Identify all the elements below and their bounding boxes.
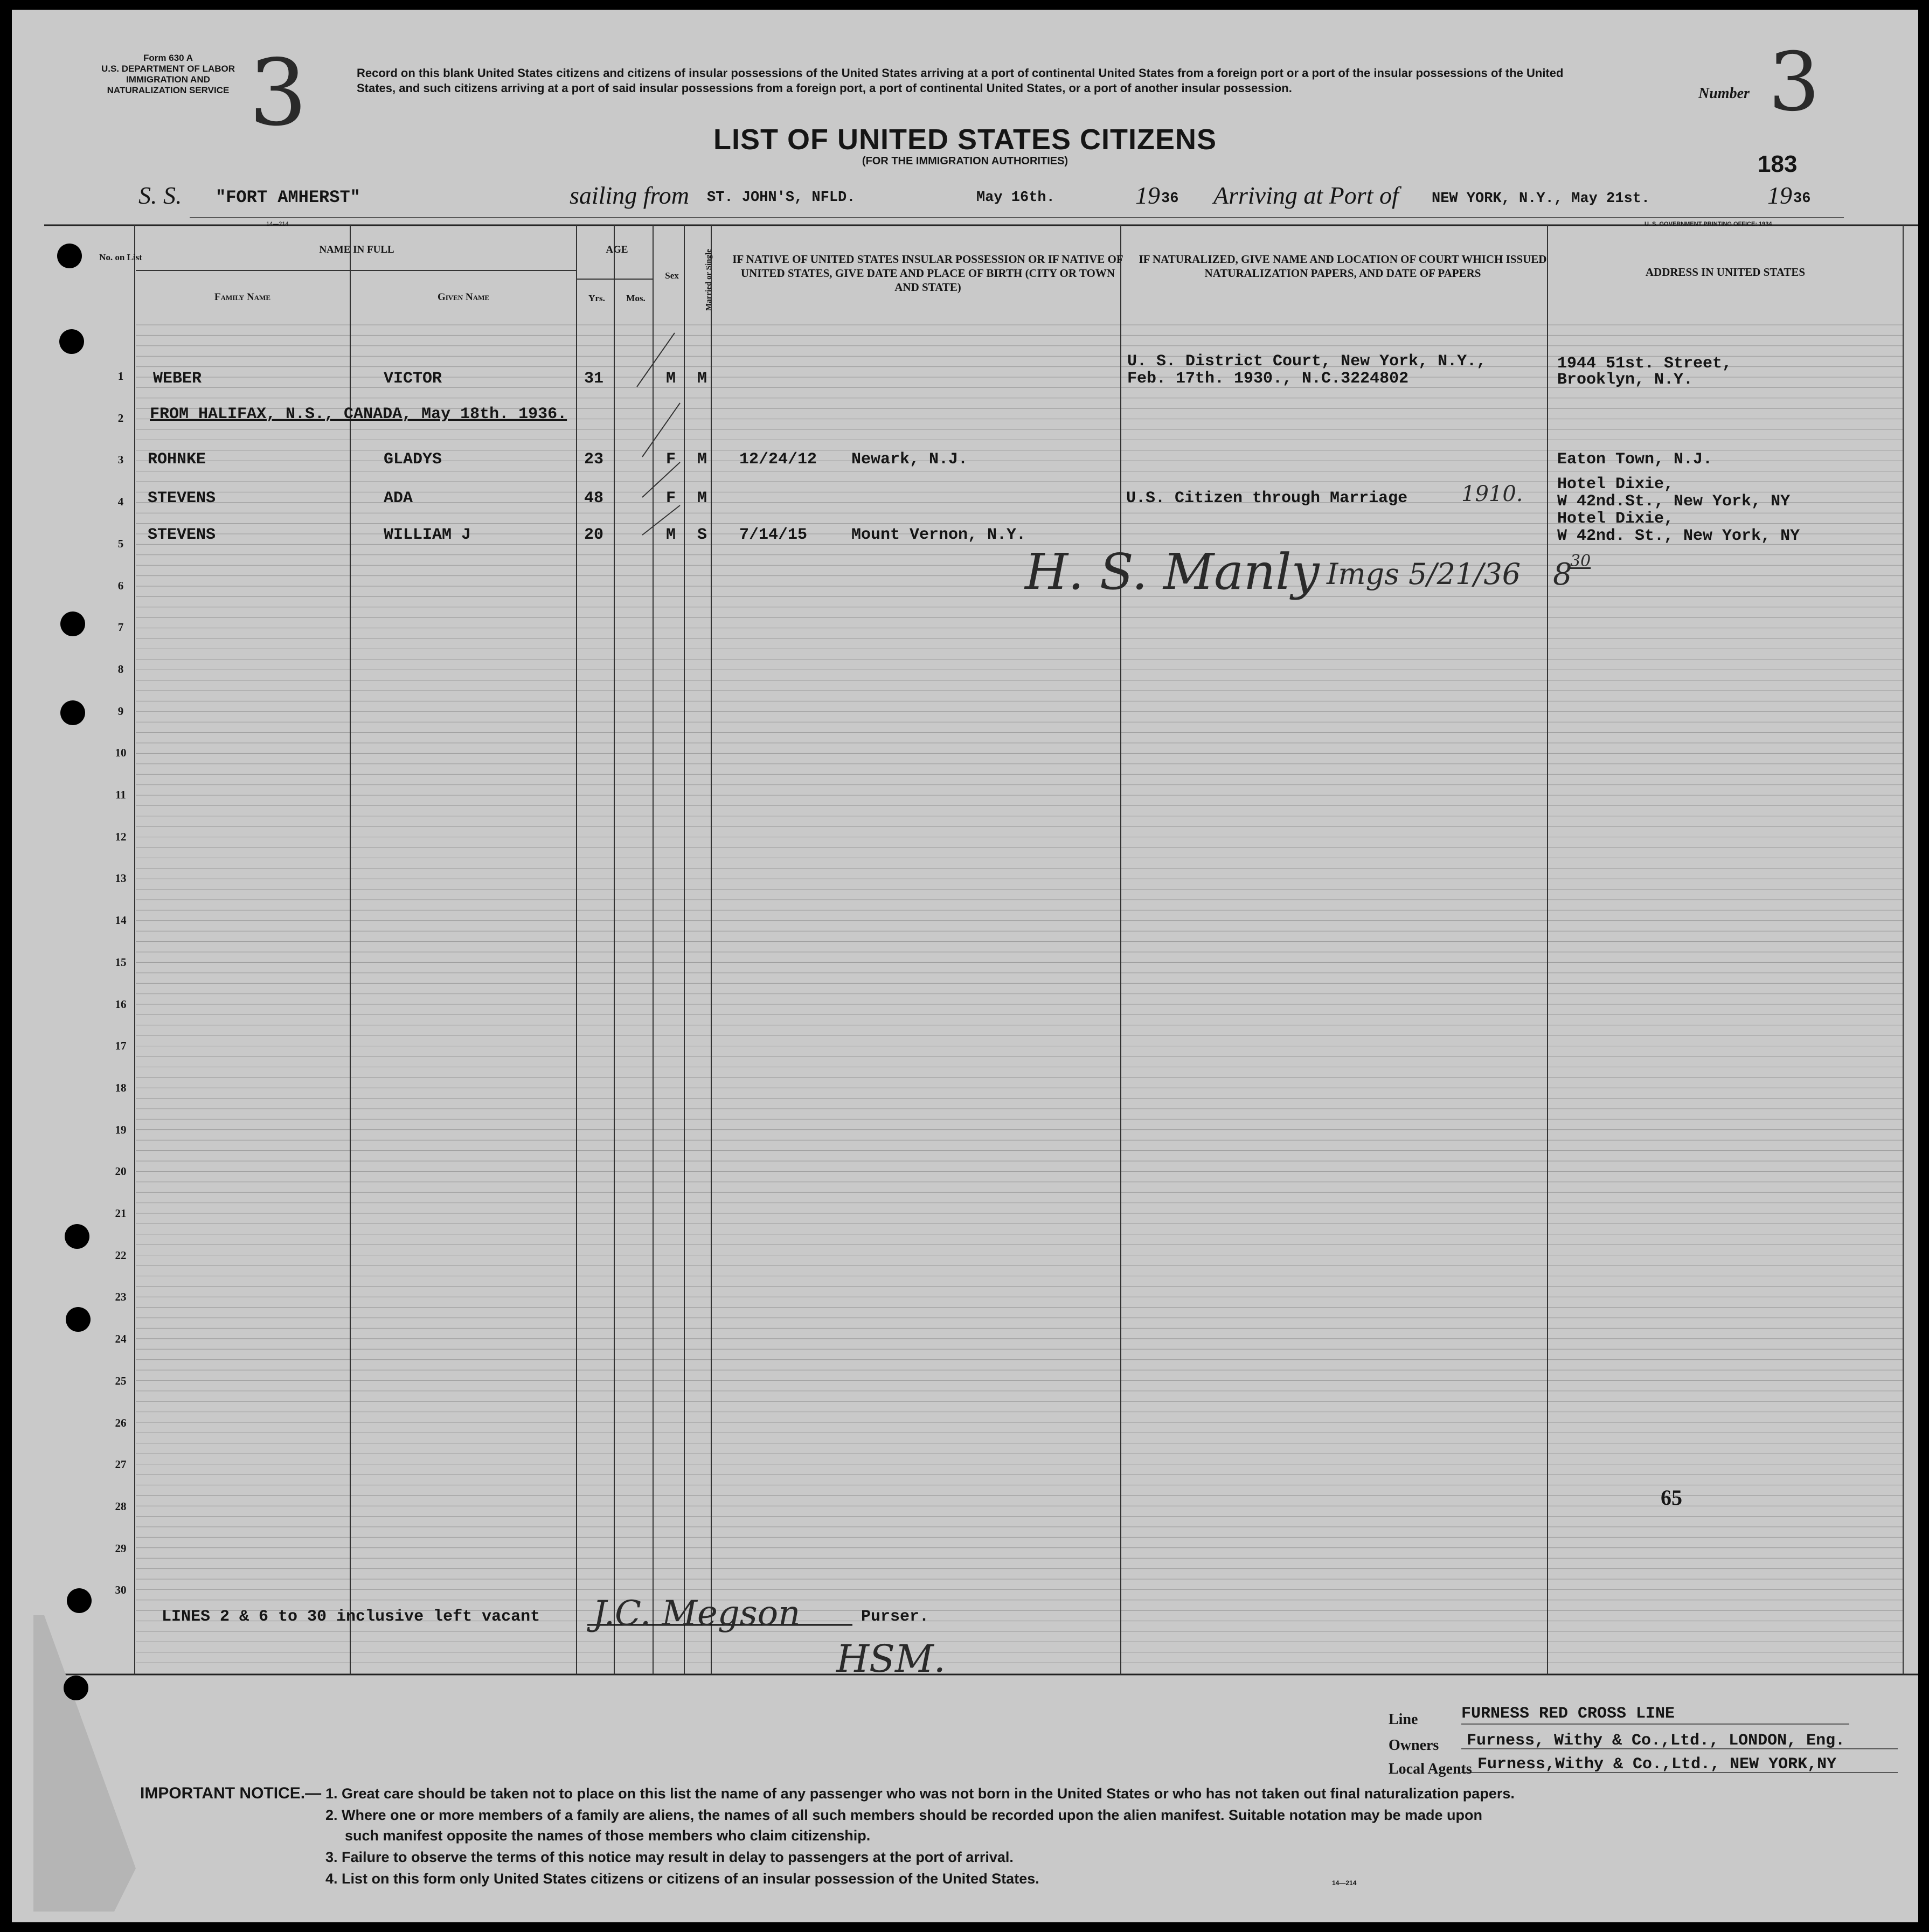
header-married: Married or Single (704, 249, 713, 311)
marital-status: S (697, 526, 707, 544)
page-fold (33, 1615, 136, 1912)
birth-date: 7/14/15 (739, 526, 808, 544)
ditto-mark (642, 403, 680, 457)
notice-1: 1. Great care should be taken not to place on this list the name of any passenger who was not born in the United States or who has not taken out final naturalization papers. (325, 1785, 1515, 1802)
punch-hole (57, 244, 82, 268)
handwritten-initials: HSM. (836, 1637, 946, 1681)
header-name-in-full: NAME IN FULL (319, 244, 394, 255)
sailing-label: sailing from (570, 182, 689, 209)
row-number: 10 (115, 746, 127, 759)
sex: F (666, 489, 676, 508)
given-name: WILLIAM J (384, 526, 471, 544)
row-number: 18 (115, 1081, 127, 1094)
route-note: FROM HALIFAX, N.S., CANADA, May 18th. 1936. (150, 405, 567, 423)
sex: M (666, 526, 676, 544)
department-line-3: NATURALIZATION SERVICE (107, 85, 230, 95)
year-prefix-2: 19 (1767, 182, 1792, 209)
row-number: 6 (117, 579, 124, 592)
punch-hole (65, 1224, 89, 1249)
header-family-name: Family Name (214, 291, 270, 303)
notice-2-continued: such manifest opposite the names of those members who claim citizenship. (345, 1827, 871, 1844)
line-value: FURNESS RED CROSS LINE (1461, 1705, 1675, 1723)
age: 48 (584, 489, 604, 508)
family-name: WEBER (153, 370, 202, 388)
row-number: 12 (115, 830, 127, 843)
address-line-2: W 42nd.St., New York, NY (1557, 492, 1791, 511)
row-number: 1 (117, 370, 124, 383)
header-address: ADDRESS IN UNITED STATES (1645, 266, 1806, 279)
department: U.S. DEPARTMENT OF LABOR (101, 64, 235, 74)
arriving-label: Arriving at Port of (1213, 182, 1399, 209)
sex: M (666, 370, 676, 388)
given-name: ADA (384, 489, 413, 508)
page-count: 65 (1661, 1485, 1682, 1510)
header-age: AGE (606, 244, 628, 255)
row-number: 23 (115, 1290, 127, 1303)
age: 31 (584, 370, 604, 388)
agents-label: Local Agents (1389, 1761, 1472, 1777)
time-minutes: 30 (1570, 552, 1591, 571)
row-number: 5 (117, 537, 124, 550)
row-number: 22 (115, 1249, 127, 1262)
page-stamp: 183 (1758, 151, 1798, 177)
header-yrs: Yrs. (588, 293, 605, 303)
header-native: IF NATIVE OF UNITED STATES INSULAR POSSESSION OR IF NATIVE OF UNITED STATES, GIVE DATE AND PLACE OF BIRTH (CITY OR TOWN AND STATE) (732, 253, 1123, 294)
department-line-2: IMMIGRATION AND (126, 74, 210, 85)
row-number: 29 (115, 1542, 127, 1555)
year-suffix-1: 36 (1161, 191, 1179, 207)
purser-label: Purser. (861, 1608, 929, 1626)
row-number: 26 (115, 1416, 127, 1429)
punch-hole (59, 329, 84, 354)
date-from: May 16th. (976, 190, 1055, 206)
form-sheet (12, 10, 1918, 1922)
marital-status: M (697, 489, 707, 508)
address-line-2: Brooklyn, N.Y. (1557, 371, 1694, 389)
row-number: 20 (115, 1165, 127, 1178)
notice-4: 4. List on this form only United States citizens or citizens of an insular possession of the United States. (325, 1871, 1039, 1887)
row-number: 24 (115, 1332, 127, 1345)
header-sex: Sex (665, 270, 679, 281)
family-name: STEVENS (148, 489, 216, 508)
sex: F (666, 450, 676, 469)
year-prefix-1: 19 (1135, 182, 1160, 209)
time-hour: 8 (1553, 557, 1572, 592)
number-label: Number (1698, 85, 1750, 102)
address-line-1: Hotel Dixie, (1557, 475, 1674, 494)
age: 23 (584, 450, 604, 469)
port-from: ST. JOHN'S, NFLD. (707, 190, 856, 206)
handwritten-number-left: 3 (249, 40, 308, 147)
naturalization-court: U. S. District Court, New York, N.Y., (1127, 352, 1487, 371)
header-no: No. on List (99, 252, 142, 262)
handwritten-year: 1910. (1461, 482, 1523, 506)
row-number: 27 (115, 1458, 127, 1471)
age: 20 (584, 526, 604, 544)
punch-hole (67, 1588, 92, 1613)
inspector-signature: H. S. Manly (1025, 543, 1320, 601)
birth-place: Mount Vernon, N.Y. (851, 526, 1026, 544)
row-number: 13 (115, 872, 127, 885)
notice-3: 3. Failure to observe the terms of this notice may result in delay to passengers at the port of arrival. (325, 1849, 1014, 1865)
row-number: 8 (117, 663, 124, 676)
row-number: 3 (117, 453, 124, 466)
row-number: 21 (115, 1207, 127, 1220)
marital-status: M (697, 450, 707, 469)
notice-2: 2. Where one or more members of a family are aliens, the names of all such members should be recorded upon the alien manifest. Suitable notation may be made upon (325, 1807, 1483, 1823)
punch-hole (60, 611, 85, 636)
print-office: U. S. GOVERNMENT PRINTING OFFICE: 1934 (1644, 221, 1772, 227)
inspector-note: Imgs 5/21/36 (1327, 557, 1521, 591)
address-line-1: Eaton Town, N.J. (1557, 450, 1713, 469)
row-number: 15 (115, 956, 127, 969)
instructions: Record on this blank United States citizens and citizens of insular possessions of the United States arriving at a port of continental United States from a foreign port or a port of the insular possessions of the United States, and such citizens arriving at a port of said insular possessions from a foreign port, a port of continental United States, or a port of another insular possession. (357, 66, 1564, 95)
birth-date: 12/24/12 (739, 450, 817, 469)
punch-hole (60, 700, 85, 725)
line-label: Line (1389, 1711, 1418, 1728)
naturalization-date: Feb. 17th. 1930., N.C.3224802 (1127, 370, 1409, 388)
row-number: 2 (117, 412, 124, 425)
owners-value: Furness, Withy & Co.,Ltd., LONDON, Eng. (1467, 1732, 1845, 1750)
year-suffix-2: 36 (1793, 191, 1811, 207)
header-mos: Mos. (626, 293, 646, 303)
notice-label: IMPORTANT NOTICE.— (140, 1784, 322, 1802)
handwritten-number-right: 3 (1768, 36, 1820, 129)
marital-status: M (697, 370, 707, 388)
print-code-top: 14—214 (266, 221, 289, 227)
row-number: 30 (115, 1583, 127, 1596)
row-number: 11 (115, 788, 126, 801)
agents-value: Furness,Withy & Co.,Ltd., NEW YORK,NY (1477, 1755, 1837, 1774)
family-name: ROHNKE (148, 450, 206, 469)
row-number: 7 (117, 621, 124, 634)
row-number: 4 (117, 495, 124, 508)
family-name: STEVENS (148, 526, 216, 544)
owners-label: Owners (1389, 1737, 1439, 1754)
print-code-bottom: 14—214 (1332, 1879, 1357, 1887)
page-title: LIST OF UNITED STATES CITIZENS (713, 123, 1217, 156)
port-to: NEW YORK, N.Y., May 21st. (1432, 191, 1650, 207)
form-number: Form 630 A (143, 53, 193, 63)
row-number: 17 (115, 1039, 127, 1052)
given-name: VICTOR (384, 370, 442, 388)
form-id-block (95, 53, 241, 96)
row-number: 25 (115, 1374, 127, 1387)
row-number: 19 (115, 1123, 127, 1136)
row-number: 9 (117, 705, 124, 718)
address-line-2: W 42nd. St., New York, NY (1557, 527, 1800, 545)
birth-place: Newark, N.J. (851, 450, 968, 469)
purser-signature: J.C. Megson (593, 1594, 801, 1634)
punch-hole (66, 1307, 91, 1332)
address-line-1: Hotel Dixie, (1557, 510, 1674, 528)
header-given-name: Given Name (437, 291, 490, 303)
row-number: 28 (115, 1500, 127, 1513)
row-number: 14 (115, 914, 127, 927)
naturalization-note: U.S. Citizen through Marriage (1126, 489, 1408, 508)
given-name: GLADYS (384, 450, 442, 469)
address-line-1: 1944 51st. Street, (1557, 355, 1732, 373)
vacant-lines-note: LINES 2 & 6 to 30 inclusive left vacant (162, 1608, 540, 1626)
ship-name: "FORT AMHERST" (216, 187, 360, 207)
page-subtitle: (FOR THE IMMIGRATION AUTHORITIES) (862, 155, 1068, 167)
punch-hole (64, 1676, 88, 1700)
row-number: 16 (115, 998, 127, 1011)
header-naturalized: IF NATURALIZED, GIVE NAME AND LOCATION OF COURT WHICH ISSUED NATURALIZATION PAPERS, AND DATE OF PAPERS (1139, 253, 1547, 280)
ss-label: S. S. (138, 182, 182, 209)
